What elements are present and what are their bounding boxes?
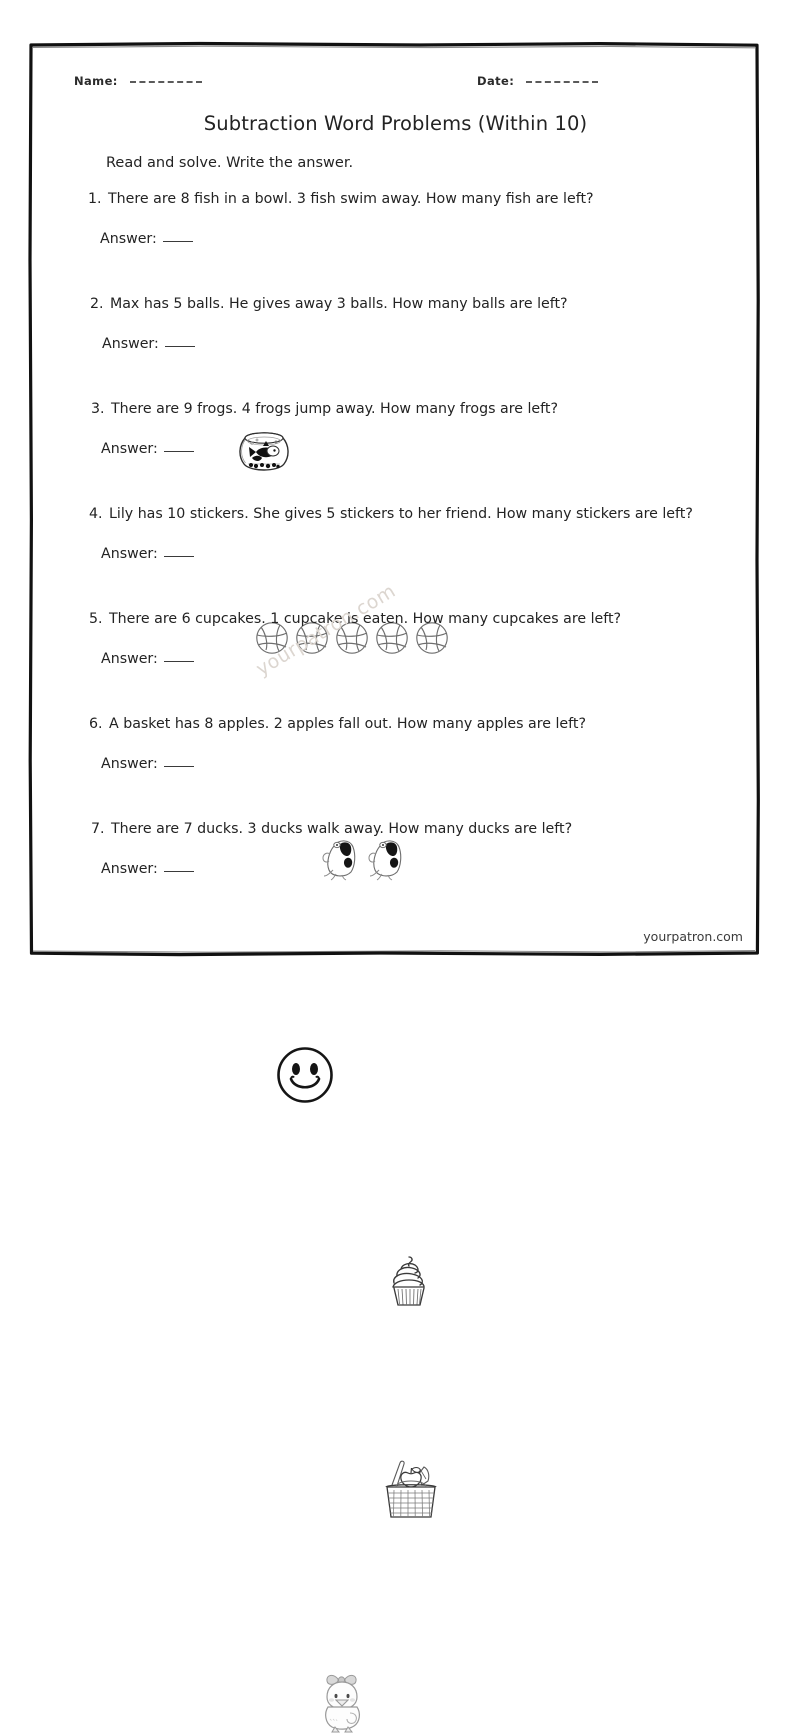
problem-item	[0, 610, 791, 715]
answer-blank[interactable]	[164, 870, 194, 872]
answer-blank[interactable]	[163, 240, 193, 242]
answer-label: Answer:	[102, 336, 159, 353]
answer-label: Answer:	[101, 651, 158, 668]
problem-item	[0, 820, 791, 925]
problem-text: There are 9 frogs. 4 frogs jump away. How many frogs are left?	[111, 401, 558, 417]
answer-label: Answer:	[101, 546, 158, 563]
duckling-clipart	[314, 1669, 372, 1735]
problem-item	[0, 190, 791, 295]
smiley-sticker-clipart	[276, 1046, 334, 1104]
problem-statement	[0, 505, 791, 524]
name-field[interactable]	[74, 74, 202, 88]
answer-blank[interactable]	[164, 660, 194, 662]
name-label: Name:	[74, 74, 118, 88]
answer-row[interactable]	[0, 651, 791, 667]
answer-row[interactable]	[0, 756, 791, 772]
problem-statement	[0, 715, 791, 734]
problem-item	[0, 505, 791, 610]
problem-item	[0, 715, 791, 820]
problem-statement	[0, 190, 791, 209]
name-write-line[interactable]	[130, 80, 202, 83]
watermark: yourpatron.com	[252, 579, 400, 681]
answer-row[interactable]	[0, 861, 791, 877]
student-info-row	[0, 74, 791, 98]
problem-text: A basket has 8 apples. 2 apples fall out. How many apples are left?	[109, 716, 586, 732]
problem-text: Max has 5 balls. He gives away 3 balls. How many balls are left?	[110, 296, 568, 312]
date-label: Date:	[477, 74, 515, 88]
problem-number: 4.	[89, 506, 103, 522]
problem-item	[0, 295, 791, 400]
picnic-basket-clipart	[378, 1457, 444, 1521]
answer-row[interactable]	[0, 336, 791, 352]
problem-number: 5.	[89, 611, 103, 627]
answer-label: Answer:	[101, 861, 158, 878]
problem-number: 3.	[91, 401, 105, 417]
problem-number: 7.	[91, 821, 105, 837]
answer-blank[interactable]	[164, 555, 194, 557]
answer-blank[interactable]	[164, 765, 194, 767]
answer-blank[interactable]	[164, 450, 194, 452]
problem-statement	[0, 400, 791, 419]
answer-blank[interactable]	[165, 345, 195, 347]
answer-row[interactable]	[0, 231, 791, 247]
date-write-line[interactable]	[526, 80, 598, 83]
cupcake-clipart	[382, 1253, 436, 1309]
answer-row[interactable]	[0, 441, 791, 457]
problem-statement	[0, 295, 791, 314]
problem-statement	[0, 610, 791, 629]
answer-row[interactable]	[0, 546, 791, 562]
answer-label: Answer:	[101, 441, 158, 458]
problem-number: 1.	[88, 191, 102, 207]
problem-text: There are 8 fish in a bowl. 3 fish swim away. How many fish are left?	[108, 191, 594, 207]
instruction-text: Read and solve. Write the answer.	[106, 155, 354, 171]
problem-statement	[0, 820, 791, 839]
answer-label: Answer:	[101, 756, 158, 773]
problem-number: 2.	[90, 296, 104, 312]
problem-text: There are 6 cupcakes. 1 cupcake is eaten. How many cupcakes are left?	[109, 611, 622, 627]
problem-item	[0, 400, 791, 505]
answer-label: Answer:	[100, 231, 157, 248]
problem-number: 6.	[89, 716, 103, 732]
problem-text: There are 7 ducks. 3 ducks walk away. How many ducks are left?	[111, 821, 573, 837]
problem-list	[0, 190, 791, 925]
page-title: Subtraction Word Problems (Within 10)	[203, 112, 588, 135]
problem-text: Lily has 10 stickers. She gives 5 stickers to her friend. How many stickers are left?	[109, 506, 693, 522]
footer-site-label: yourpatron.com	[643, 929, 743, 944]
date-field[interactable]	[477, 74, 598, 88]
